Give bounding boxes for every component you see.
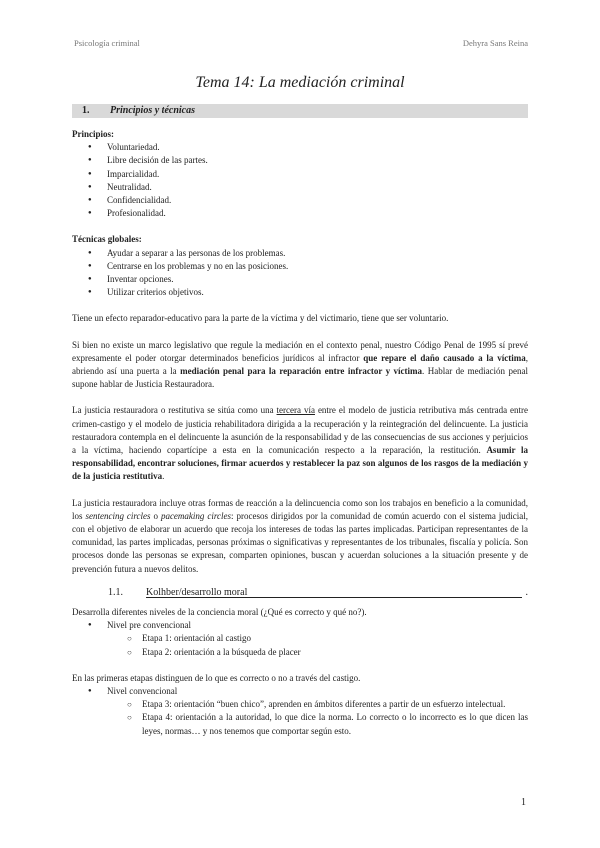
page-number: 1 (521, 797, 526, 808)
list-item: ● Ayudar a separar a las personas de los problemas. (72, 247, 528, 260)
nivel-list-1 (72, 619, 528, 632)
subsection-label: Kolhber/desarrollo moral (146, 586, 248, 598)
principios-heading: Principios: (72, 129, 114, 139)
page-title: Tema 14: La mediación criminal (195, 74, 405, 91)
list-item: ● Centrarse en los problemas y no en las posiciones. (72, 260, 528, 273)
list-item: ● Libre decisión de las partes. (72, 154, 528, 167)
subsection-number: 1.1. (108, 586, 123, 598)
list-item: ● Utilizar criterios objetivos. (72, 286, 528, 299)
etapa-list-2 (72, 698, 528, 738)
list-item: ● Inventar opciones. (72, 273, 528, 286)
header-author: Dehyra Sans Reina (462, 38, 528, 48)
etapa-list-1 (72, 632, 528, 658)
list-item: ○ Etapa 3: orientación “buen chico”, aprenden en ámbitos diferentes a partir de un esfuerzo intelectual. (72, 698, 528, 711)
section-label: Principios y técnicas (110, 105, 195, 116)
list-item: ● Nivel pre convencional (72, 619, 528, 632)
list-item: ● Confidencialidad. (72, 194, 528, 207)
document-body (72, 128, 528, 738)
paragraph-formas-reaccion: La justicia restauradora incluye otras formas de reacción a la delincuencia como son los trabajos en beneficio a la comunidad, los sentencing circles o pacemaking circles: procesos dirigidos por la comunidad de común acuerdo con el sistema judicial, con el objetivo de elaborar un acuerdo que recoja los intereses de todas las partes implicadas. Participan representantes de la comunidad, las partes implicadas, personas próximas o significativas y representantes de los tribunales, fiscalía y policía. Son procesos donde las personas se expresan, comparten opiniones, buscan y acuerdan soluciones a la situación presente y de prevención futura a nuevos delitos. (72, 497, 528, 574)
paragraph-efecto: Tiene un efecto reparador-educativo para la parte de la víctima y del victimario, tiene que ser voluntario. (72, 313, 449, 324)
list-item: ● Imparcialidad. (72, 168, 528, 181)
list-item: ● Profesionalidad. (72, 207, 528, 220)
section-number: 1. (82, 105, 90, 116)
nivel-list-2 (72, 685, 528, 698)
subsection-heading (72, 584, 528, 602)
subsection-underline (146, 597, 522, 598)
list-item: ○ Etapa 1: orientación al castigo (72, 632, 528, 645)
list-item: ● Voluntariedad. (72, 141, 528, 154)
header-course: Psicología criminal (74, 38, 140, 48)
tecnicas-heading: Técnicas globales: (72, 234, 142, 245)
subsection-trail: . (525, 586, 528, 598)
list-item: ● Nivel convencional (72, 685, 528, 698)
paragraph-niveles: Desarrolla diferentes niveles de la conciencia moral (¿Qué es correcto y qué no?). (72, 606, 367, 617)
tecnicas-list (72, 247, 528, 300)
list-item: ● Neutralidad. (72, 181, 528, 194)
list-item: ○ Etapa 4: orientación a la autoridad, lo que dice la norma. Lo correcto o lo incorrecto es lo que dicen las leyes, normas… y nos tenemos que comportar según esto. (72, 711, 528, 737)
list-item: ○ Etapa 2: orientación a la búsqueda de placer (72, 646, 528, 659)
section-heading (72, 104, 528, 118)
paragraph-justicia-restauradora: La justicia restauradora o restitutiva se sitúa como una tercera vía entre el modelo de justicia retributiva más centrada entre crimen-castigo y el modelo de justicia rehabilitadora dirigida a la recuperación y la reintegración del delincuente. La justicia restauradora contempla en el delincuente la asunción de la responsabilidad y de las consecuencias de sus acciones y perjuicios a la víctima, haciendo copartícipe a esta en la comunicación respecto a la reparación, la restitución. Asumir la responsabilidad, encontrar soluciones, firmar acuerdos y restablecer la paz son algunos de los rasgos de la mediación y de la justicia restitutiva. (72, 405, 529, 482)
principios-list (72, 141, 528, 220)
paragraph-primeras-etapas: En las primeras etapas distinguen de lo que es correcto o no a través del castigo. (72, 672, 361, 683)
paragraph-marco-legislativo: Si bien no existe un marco legislativo que regule la mediación en el contexto penal, nuestro Código Penal de 1995 sí prevé expresamente el poder otorgar determinados beneficios jurídicos al infractor que repare el daño causado a la víctima, abriendo así una puerta a la mediación penal para la reparación entre infractor y víctima. Hablar de mediación penal supone hablar de Justicia Restauradora. (72, 339, 528, 390)
